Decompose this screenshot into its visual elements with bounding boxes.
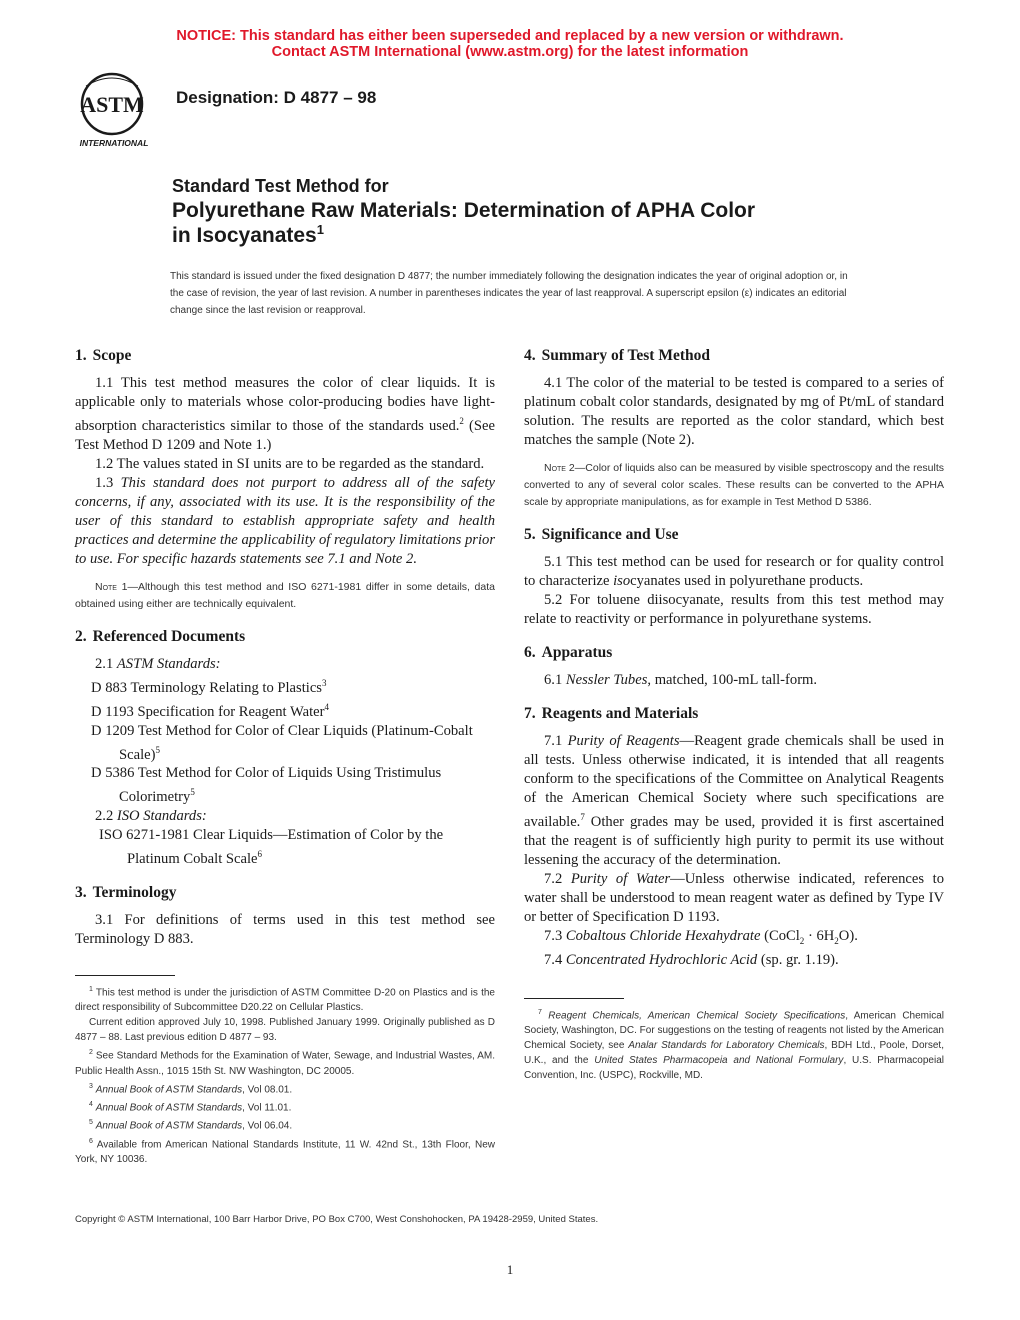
section-heading: 2. Referenced Documents bbox=[75, 627, 246, 645]
paragraph: 1.3 This standard does not purport to address all of the safety concerns, if any, associated with its use. It is the responsibility of the user of this standard to establish appropriate safety and health practices and determine the applicability of regulatory limitations prior to use. For specific hazards statements see 7.1 and Note 2. bbox=[75, 474, 495, 567]
section-heading: 3. Terminology bbox=[75, 884, 177, 902]
footnote: $^3$ Annual Book of ASTM Standards, Vol 08.01. bbox=[89, 1082, 293, 1096]
title-line-2: Polyurethane Raw Materials: Determination of APHA Color bbox=[172, 199, 756, 222]
section-reagents bbox=[524, 704, 944, 970]
footnote: $^1$ This test method is under the jurisdiction of ASTM Committee D-20 on Plastics and is the direct responsibility of Subcommittee D20.22 on Cellular Plastics. bbox=[75, 986, 495, 1014]
section-terminology bbox=[75, 883, 495, 949]
paragraph: 1.1 This test method measures the color of clear liquids. It is applicable only to materials whose color-producing bodies have light-absorption characteristics similar to those of the standards used.$^2$ (See Test Method D 1209 and Note 1.) bbox=[75, 375, 495, 453]
section-heading: 6. Apparatus bbox=[524, 644, 613, 661]
paragraph: 5.2 For toluene diisocyanate, results from this test method may relate to reactivity or performance in polyurethane systems. bbox=[524, 592, 944, 627]
reference-item: D 1193 Specification for Reagent Water$^4$ bbox=[91, 701, 329, 720]
footnote: $^7$ Reagent Chemicals, American Chemical Society Specifications, American Chemical Society, Washington, DC. For suggestions on the testing of reagents not listed by the American Chemical Society, see Analar Standards for Laboratory Chemicals, BDH Ltd., Poole, Dorset, U.K., and the United States Pharmacopeia and National Formulary, U.S. Pharmacopeial Convention, Inc. (USPC), Rockville, MD. bbox=[524, 1008, 945, 1082]
paragraph: 5.1 This test method can be used for research or for quality control to characterize isocyanates used in polyurethane products. bbox=[524, 554, 944, 589]
footnote: Current edition approved July 10, 1998. Published January 1999. Originally published as D 4877 – 88. Last previous edition D 4877 – 93. bbox=[75, 1017, 495, 1044]
page-number: 1 bbox=[506, 1262, 514, 1277]
subheading: 2.1 ASTM Standards: bbox=[95, 655, 221, 672]
paragraph: 1.2 The values stated in SI units are to be regarded as the standard. bbox=[95, 455, 485, 472]
section-heading: 5. Significance and Use bbox=[524, 526, 679, 543]
left-column bbox=[75, 346, 495, 1167]
issued-statement: This standard is issued under the fixed designation D 4877; the number immediately following the designation indicates the year of original adoption or, in the case of revision, the year of last revision. A number in parentheses indicates the year of last reapproval. A superscript epsilon (ε) indicates an editorial change since the last revision or reapproval. bbox=[170, 271, 848, 316]
reference-item: D 883 Terminology Relating to Plastics$^3$ bbox=[91, 677, 327, 696]
title-line-1: Standard Test Method for bbox=[172, 176, 389, 196]
title-line-3: in Isocyanates$^1$ bbox=[172, 222, 324, 247]
section-significance bbox=[524, 525, 944, 629]
footnote: $^4$ Annual Book of ASTM Standards, Vol 11.01. bbox=[89, 1101, 292, 1114]
subheading: 2.2 ISO Standards: bbox=[95, 808, 207, 825]
paragraph: 3.1 For definitions of terms used in this test method see Terminology D 883. bbox=[75, 912, 495, 948]
copyright: Copyright © ASTM International, 100 Barr Harbor Drive, PO Box C700, West Conshohocken, PA 19428-2959, United States. bbox=[75, 1214, 599, 1225]
footnote: $^5$ Annual Book of ASTM Standards, Vol 06.04. bbox=[89, 1119, 293, 1132]
right-column bbox=[524, 346, 944, 1083]
designation: Designation: D 4877 – 98 bbox=[176, 88, 377, 107]
paragraph: 6.1 Nessler Tubes, matched, 100-mL tall-form. bbox=[544, 672, 818, 688]
section-heading: 1. Scope bbox=[75, 347, 132, 364]
section-scope bbox=[75, 346, 495, 613]
footnote: $^6$ Available from American National Standards Institute, 11 W. 42nd St., 13th Floor, New York, NY 10036. bbox=[75, 1137, 495, 1166]
reference-item: ISO 6271-1981 Clear Liquids—Estimation of Color by the Platinum Cobalt Scale$^6$ bbox=[99, 827, 444, 868]
logo-text: ASTM bbox=[80, 92, 144, 117]
reference-item: D 1209 Test Method for Color of Clear Liquids (Platinum-Cobalt Scale)$^5$ bbox=[91, 722, 473, 763]
section-referenced-documents bbox=[75, 627, 495, 869]
section-heading: 4. Summary of Test Method bbox=[524, 347, 710, 364]
paragraph: 7.4 Concentrated Hydrochloric Acid (sp. gr. 1.19). bbox=[544, 951, 839, 968]
notice-line-1: NOTICE: This standard has either been superseded and replaced by a new version or withdrawn. bbox=[176, 28, 844, 44]
paragraph: 4.1 The color of the material to be tested is compared to a series of platinum cobalt color standards, designated by mg of Pt/mL of standard solution. The results are reported as the color standard, which best matches the sample (Note 2). bbox=[524, 375, 944, 448]
paragraph: 7.1 Purity of Reagents—Reagent grade chemicals shall be used in all tests. Unless otherwise indicated, it is intended that all reagents conform to the specifications of the Committee on Analytical Reagents of the American Chemical Society where such specifications are available.$^7$ Other grades may be used, provided it is first ascertained that the reagent is of sufficiently high purity to permit its use without lessening the accuracy of the determination. bbox=[524, 733, 944, 868]
notice-line-2: Contact ASTM International (www.astm.org) for the latest information bbox=[271, 44, 749, 60]
logo-subtext: INTERNATIONAL bbox=[79, 138, 149, 148]
note: Note 2—Color of liquids also can be measured by visible spectroscopy and the results converted to any of several color scales. These results can be converted to the APHA scale by appropriate manipulations, as for example in Test Method D 5386. bbox=[524, 462, 944, 508]
astm-logo bbox=[66, 72, 162, 150]
paragraph: 7.3 Cobaltous Chloride Hexahydrate (CoCl$_2$ · $6H_2O$). bbox=[544, 927, 858, 946]
footnote-divider bbox=[524, 998, 624, 999]
section-apparatus bbox=[524, 643, 944, 690]
note: Note 1—Although this test method and ISO 6271-1981 differ in some details, data obtained using either are technically equivalent. bbox=[75, 580, 495, 610]
reference-item: D 5386 Test Method for Color of Liquids Using Tristimulus Colorimetry$^5$ bbox=[91, 765, 442, 806]
footnote-divider bbox=[75, 975, 175, 976]
section-summary bbox=[524, 346, 944, 511]
section-heading: 7. Reagents and Materials bbox=[524, 705, 699, 722]
footnote: $^2$ See Standard Methods for the Examination of Water, Sewage, and Industrial Wastes, AM. Public Health Assn., 1015 15th St. NW Washington, DC 20005. bbox=[75, 1049, 495, 1077]
paragraph: 7.2 Purity of Water—Unless otherwise indicated, references to water shall be understood to mean reagent water as defined by Type IV or better of Specification D 1193. bbox=[524, 870, 944, 925]
